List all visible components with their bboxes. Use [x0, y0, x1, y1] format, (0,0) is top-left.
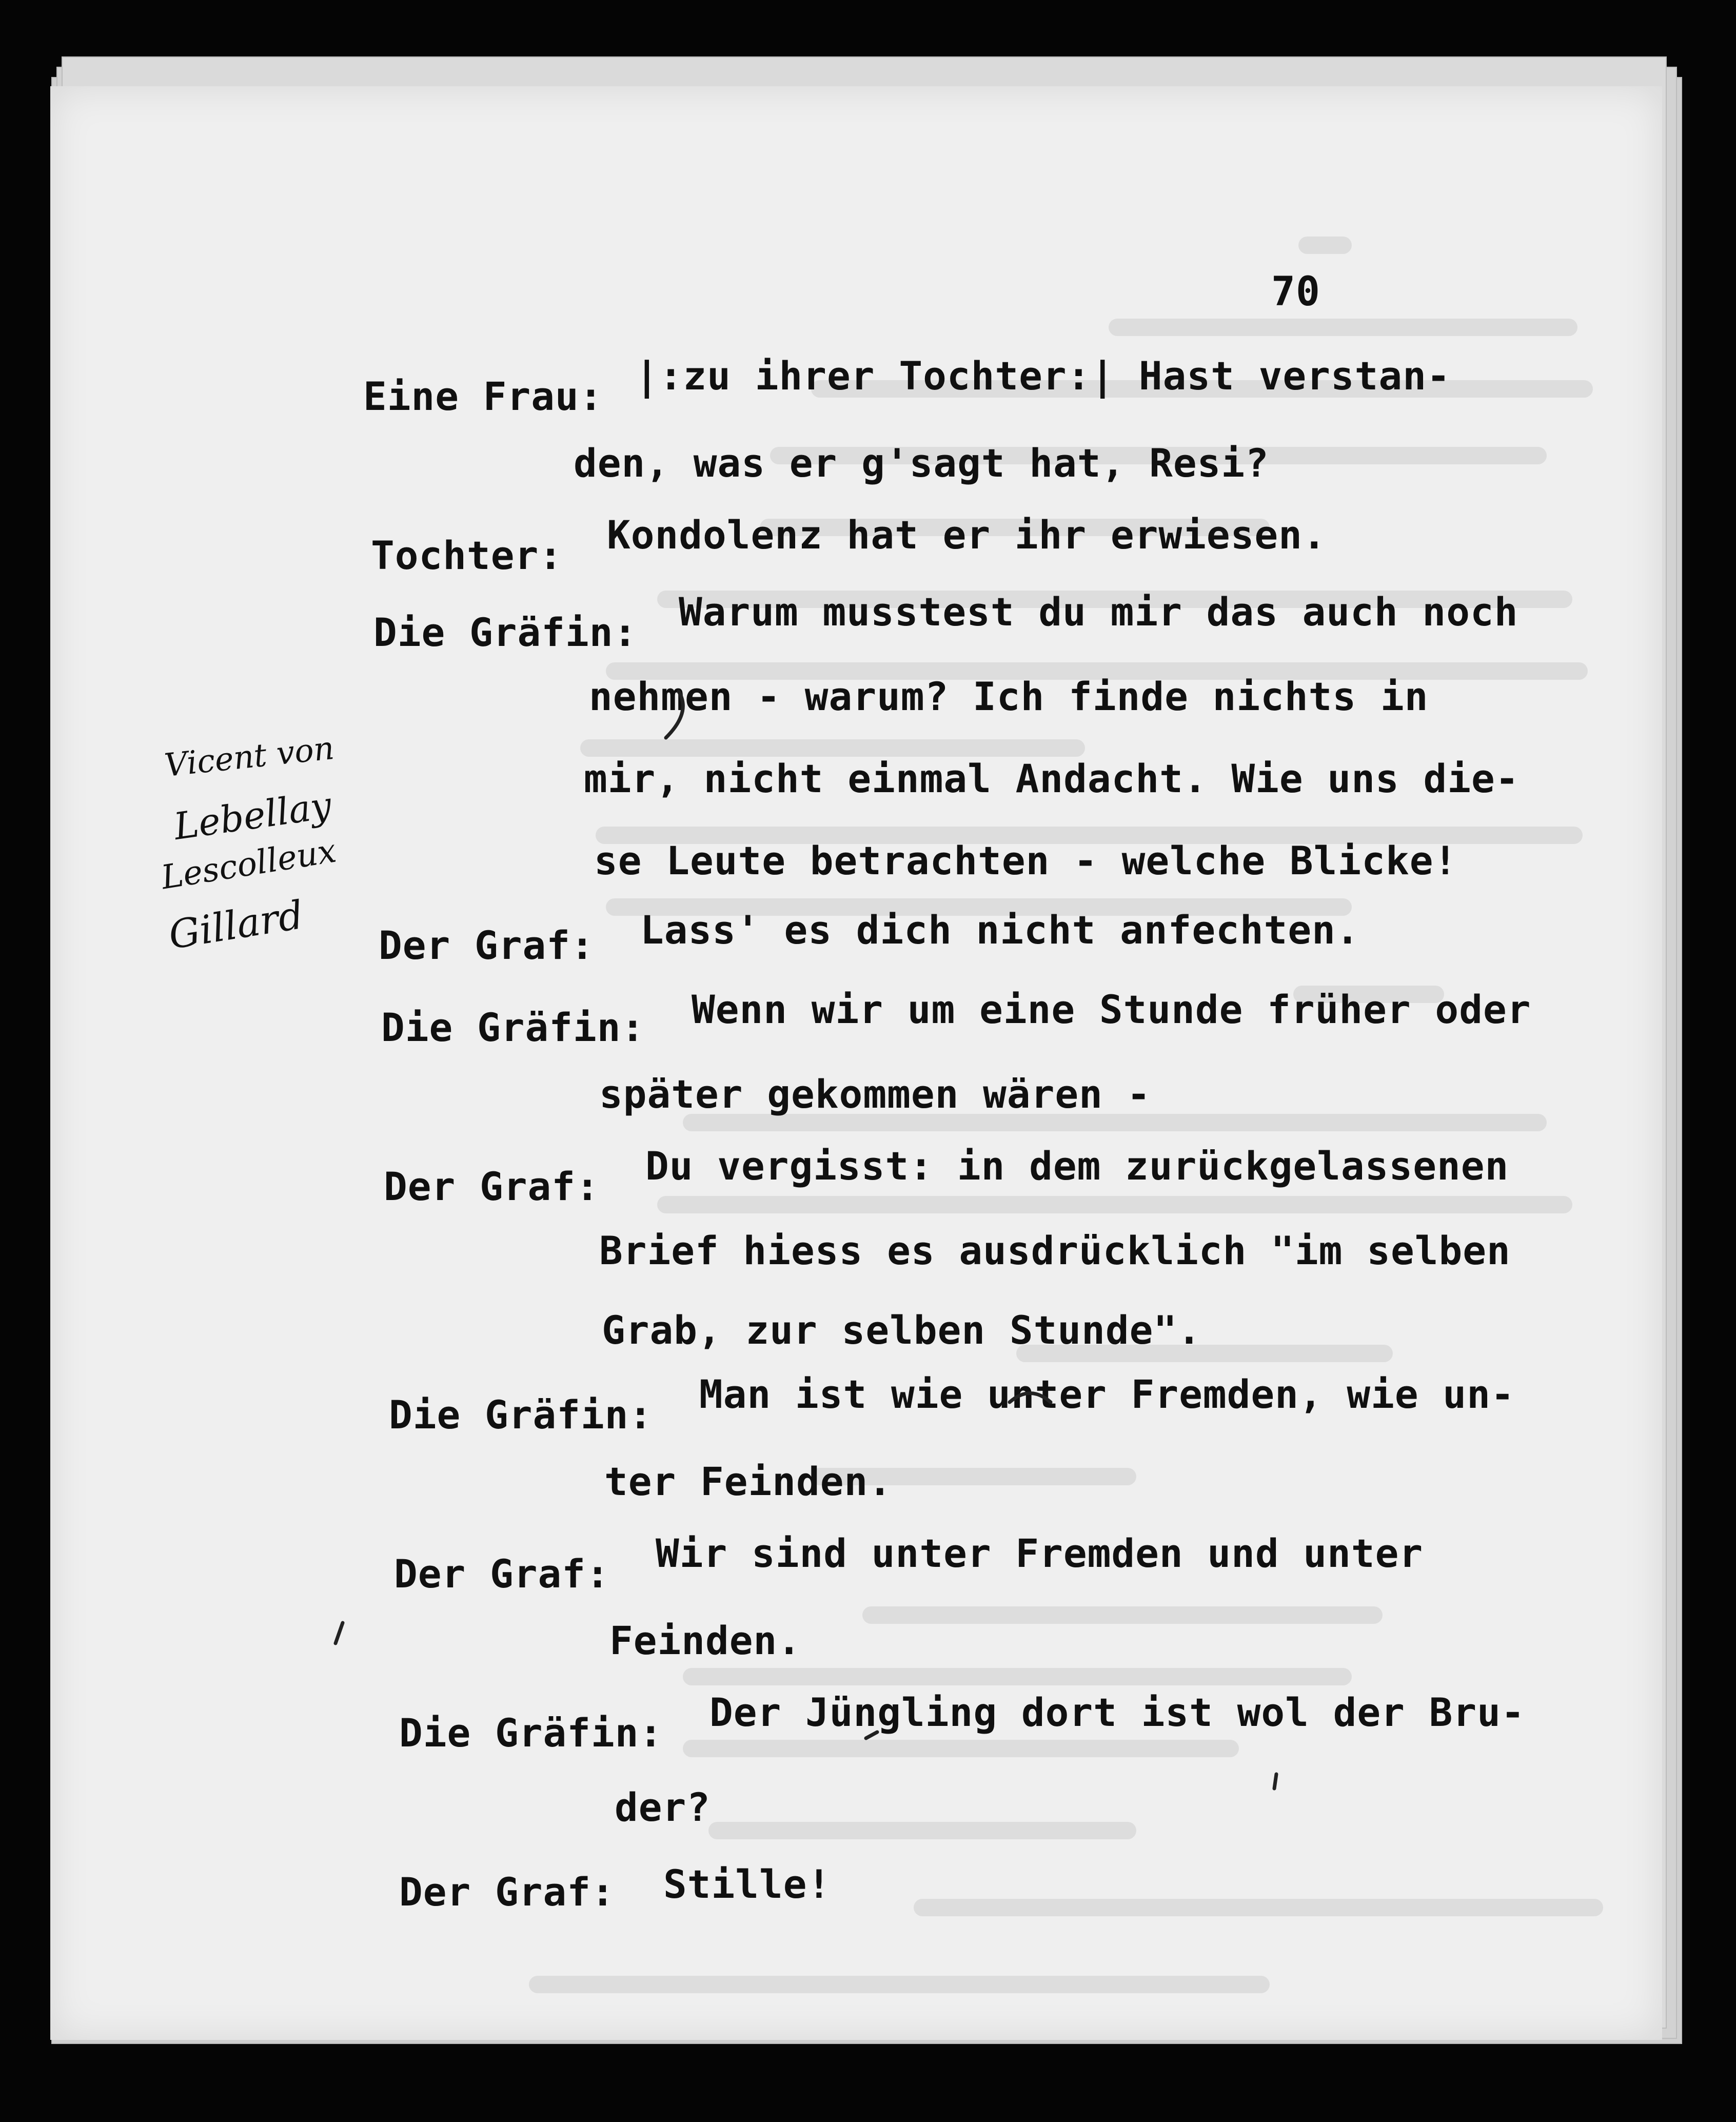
dialogue-line: Warum musstest du mir das auch noch	[679, 589, 1518, 635]
page-number: 70	[1271, 269, 1320, 315]
dialogue-line: später gekommen wären -	[599, 1071, 1151, 1117]
dialogue-line: Brief hiess es ausdrücklich "im selben	[599, 1228, 1511, 1273]
dialogue-line: Feinden.	[609, 1618, 802, 1663]
dialogue-line: Stille!	[663, 1861, 832, 1907]
pencil-marks	[50, 86, 1662, 2040]
dialogue-line: Lass' es dich nicht anfechten.	[640, 907, 1360, 953]
pencil-stroke	[1010, 1393, 1051, 1403]
handwritten-margin-note-line: Gillard	[165, 891, 307, 958]
speaker-label: Tochter:	[371, 533, 563, 578]
dialogue-line: |:zu ihrer Tochter:| Hast verstan-	[635, 353, 1451, 399]
dialogue-line: Man ist wie unter Fremden, wie un-	[699, 1371, 1515, 1417]
pencil-stroke	[336, 1623, 343, 1643]
dialogue-line: Grab, zur selben Stunde".	[602, 1307, 1201, 1353]
dialogue-line: ter Feinden.	[604, 1459, 893, 1504]
pencil-stroke	[666, 692, 683, 738]
handwritten-margin-note-line: Vicent von	[163, 729, 336, 784]
speaker-label: Die Gräfin:	[399, 1710, 663, 1756]
speaker-label: Die Gräfin:	[381, 1005, 645, 1050]
speaker-label: Die Gräfin:	[373, 610, 638, 655]
dialogue-line: se Leute betrachten - welche Blicke!	[594, 838, 1458, 883]
dialogue-line: Du vergisst: in dem zurückgelassenen	[645, 1143, 1509, 1189]
dialogue-line: den, was er g'sagt hat, Resi?	[574, 440, 1269, 486]
pencil-stroke	[1274, 1774, 1276, 1789]
dialogue-line: nehmen - warum? Ich finde nichts in	[589, 674, 1429, 719]
speaker-label: Der Graf:	[394, 1551, 610, 1597]
handwritten-margin-note-line: Lescolleux	[159, 832, 339, 897]
speaker-label: Eine Frau:	[363, 374, 603, 419]
speaker-label: Die Gräfin:	[389, 1392, 653, 1438]
dialogue-line: Kondolenz hat er ihr erwiesen.	[607, 512, 1327, 558]
typescript-page	[50, 86, 1662, 2040]
dialogue-line: mir, nicht einmal Andacht. Wie uns die-	[584, 756, 1520, 801]
dialogue-line: Wir sind unter Fremden und unter	[656, 1530, 1424, 1576]
dialogue-line: der?	[615, 1784, 711, 1830]
speaker-label: Der Graf:	[399, 1869, 615, 1915]
handwritten-margin-note-line: Lebellay	[171, 783, 334, 849]
dialogue-line: Wenn wir um eine Stunde früher oder	[692, 987, 1531, 1032]
speaker-label: Der Graf:	[379, 922, 595, 968]
dialogue-line: Der Jüngling dort ist wol der Bru-	[709, 1689, 1525, 1735]
pencil-stroke	[866, 1732, 877, 1738]
speaker-label: Der Graf:	[384, 1164, 600, 1209]
